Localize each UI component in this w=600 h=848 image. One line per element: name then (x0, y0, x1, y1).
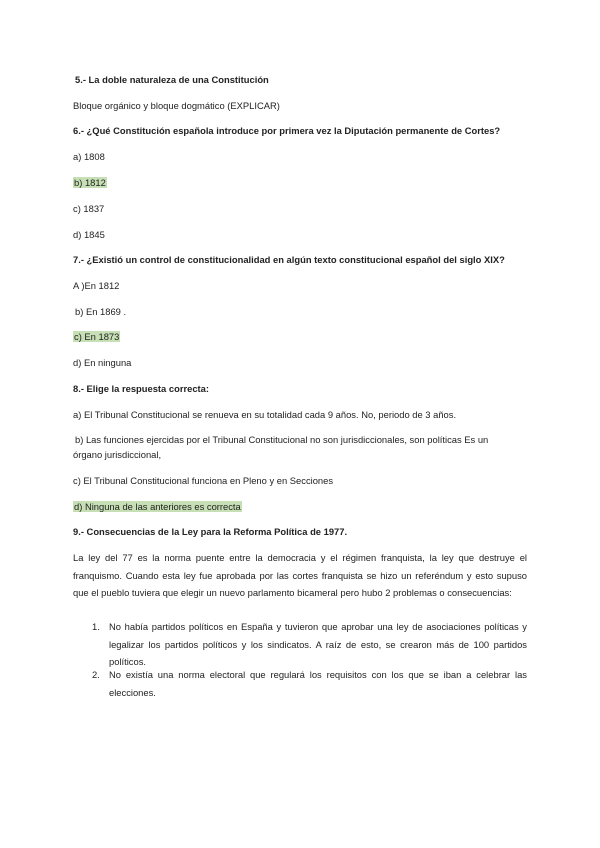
q9-heading: 9.- Consecuencias de la Ley para la Reforma Política de 1977. (73, 526, 348, 537)
q8-option-b-line2: órgano jurisdiccional, (73, 449, 162, 460)
q7-option-b: b) En 1869 . (75, 306, 127, 317)
q9-list-item (92, 666, 527, 701)
q7-option-d: d) En ninguna (73, 357, 132, 368)
list-item-text: No había partidos políticos en España y tuvieron que aprobar una ley de asociaciones políticas y legalizar los partidos políticos y los sindicatos. A raíz de esto, se crearon más de 100 partidos políticos. (109, 621, 527, 667)
q8-option-d-highlighted: d) Ninguna de las anteriores es correcta (74, 501, 241, 512)
q7-option-c-highlighted: c) En 1873 (74, 331, 120, 342)
q6-heading: 6.- ¿Qué Constitución española introduce por primera vez la Diputación permanente de Cortes? (73, 125, 501, 136)
q9-list-item (92, 618, 527, 671)
q8-option-b-line1: b) Las funciones ejercidas por el Tribunal Constitucional no son jurisdiccionales, son políticas Es un (75, 434, 489, 445)
q8-option-a: a) El Tribunal Constitucional se renueva en su totalidad cada 9 años. No, periodo de 3 años. (73, 409, 457, 420)
list-item-text: No existía una norma electoral que regulará los requisitos con los que se iban a celebrar las elecciones. (109, 669, 527, 698)
q6-option-b-highlighted: b) 1812 (74, 177, 106, 188)
list-number: 2. (92, 669, 100, 680)
list-number: 1. (92, 621, 100, 632)
q5-answer: Bloque orgánico y bloque dogmático (EXPLICAR) (73, 100, 280, 111)
q7-heading: 7.- ¿Existió un control de constitucionalidad en algún texto constitucional español del siglo XIX? (73, 254, 505, 265)
q8-option-c: c) El Tribunal Constitucional funciona en Pleno y en Secciones (73, 475, 334, 486)
q6-option-c: c) 1837 (73, 203, 105, 214)
q8-heading: 8.- Elige la respuesta correcta: (73, 383, 209, 394)
q6-option-a: a) 1808 (73, 151, 105, 162)
q5-heading: 5.- La doble naturaleza de una Constitución (75, 74, 269, 85)
q9-paragraph: La ley del 77 es la norma puente entre la democracia y el régimen franquista, la ley que destruye el franquismo. Cuando esta ley fue aprobada por las cortes franquista se hizo un referéndum y esto supuso que el pueblo tuviera que elegir un nuevo parlamento bicameral pero hubo 2 problemas o consecuencias: (73, 552, 527, 598)
q7-option-a: A )En 1812 (73, 280, 120, 291)
q6-option-d: d) 1845 (73, 229, 105, 240)
